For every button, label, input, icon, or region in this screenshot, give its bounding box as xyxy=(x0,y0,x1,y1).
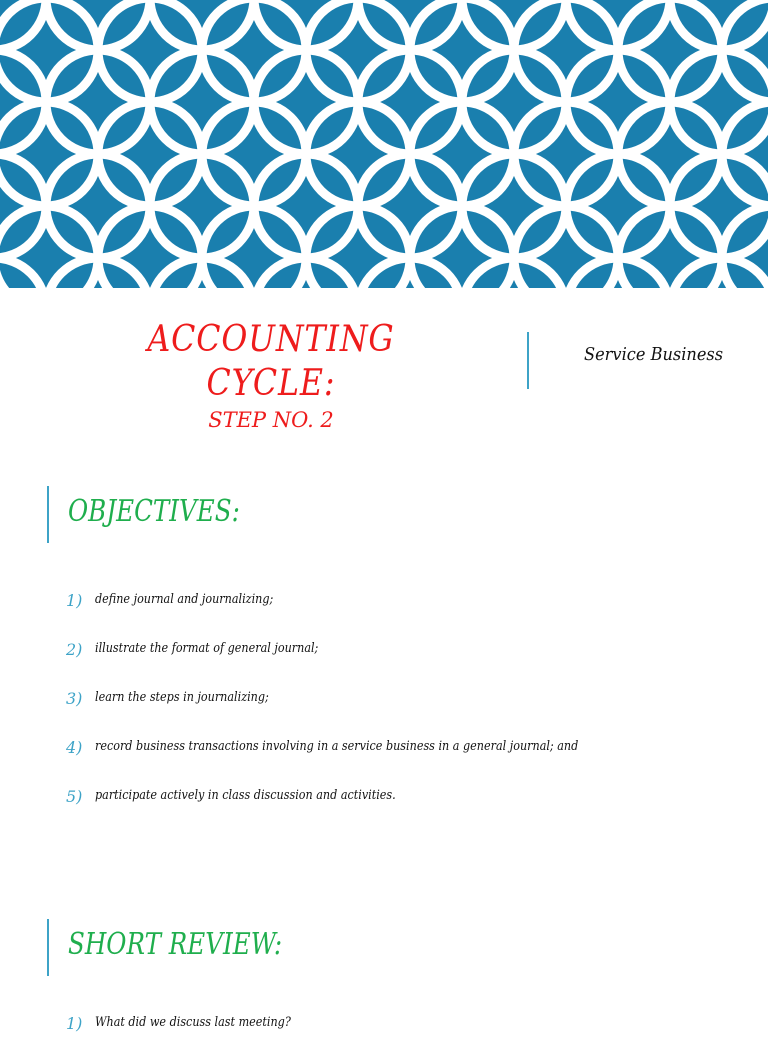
item-number: 2) xyxy=(66,640,83,659)
side-caption: Service Business xyxy=(584,344,724,365)
title-block xyxy=(96,318,446,432)
page-subtitle: STEP NO. 2 xyxy=(208,408,334,432)
item-text: illustrate the format of general journal; xyxy=(95,641,319,656)
section-accent-bar xyxy=(47,919,49,976)
item-text: record business transactions involving in a service business in a general journal; and xyxy=(95,739,579,754)
title-divider xyxy=(527,332,529,389)
item-number: 1) xyxy=(66,591,83,610)
item-text: learn the steps in journalizing; xyxy=(95,690,269,705)
item-text: What did we discuss last meeting? xyxy=(95,1015,291,1030)
section-accent-bar xyxy=(47,486,49,543)
item-number: 5) xyxy=(66,787,83,806)
item-number: 1) xyxy=(66,1014,83,1033)
objectives-heading: OBJECTIVES: xyxy=(68,494,240,529)
page-title: ACCOUNTING CYCLE: xyxy=(147,319,395,404)
item-text: define journal and journalizing; xyxy=(95,592,274,607)
decorative-banner xyxy=(0,0,768,288)
item-text: participate actively in class discussion and activities. xyxy=(95,788,396,803)
item-number: 4) xyxy=(66,738,83,757)
item-number: 3) xyxy=(66,689,83,708)
short-review-heading: SHORT REVIEW: xyxy=(68,927,283,962)
circle-pattern xyxy=(0,0,768,288)
